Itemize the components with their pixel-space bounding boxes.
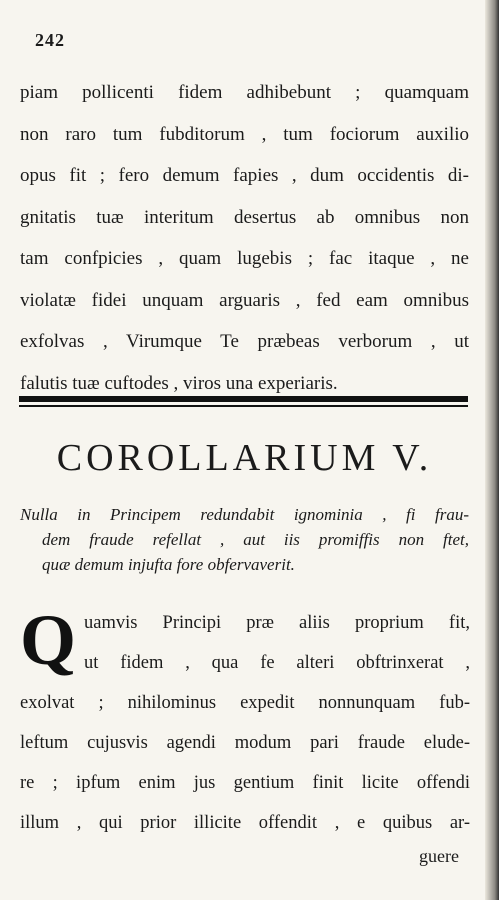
summary-line: Nulla in Principem redundabit ignominia , fi frau- [20,505,469,524]
page-edge-shadow [485,0,499,900]
page-number: 242 [35,30,65,50]
decorated-initial-letter: Q [20,600,77,680]
text-line: falutis tuæ cuftodes , viros una experiaris. [20,372,338,394]
section-divider [19,396,468,407]
text-line: uamvis Principi præ aliis proprium fit, [84,613,470,633]
section-heading: COROLLARIUM V. [56,437,433,479]
summary-line: dem fraude refellat , aut iis promiffis non ftet, [42,530,469,549]
divider-thin-rule [19,405,468,407]
summary-line: quæ demum injufta fore obfervaverit. [42,555,295,574]
text-line: exfolvas , Virumque Te præbeas verborum , ut [20,331,469,352]
divider-thick-rule [19,396,468,402]
corollary-summary [20,502,469,577]
text-line: leftum cujusvis agendi modum pari fraude elude- [20,733,470,753]
text-line: piam pollicenti fidem adhibebunt ; quamquam [20,82,469,103]
text-line: re ; ipfum enim jus gentium finit licite offendi [20,773,470,793]
text-line: opus fit ; fero demum fapies , dum occidentis di- [20,165,469,186]
text-line: gnitatis tuæ interitum desertus ab omnibus non [20,206,469,228]
top-paragraph [20,72,469,404]
catchword: guere [419,846,459,866]
text-line: ut fidem , qua fe alteri obftrinxerat , [84,653,470,673]
text-line: non raro tum fubditorum , tum fociorum auxilio [20,123,469,145]
text-line: tam confpicies , quam lugebis ; fac itaque , ne [20,248,469,269]
text-line: exolvat ; nihilominus expedit nonnunquam fub- [20,693,470,713]
text-line: illum , qui prior illicite offendit , e quibus ar- [20,813,470,833]
text-line: violatæ fidei unquam arguaris , fed eam omnibus [20,289,469,311]
main-paragraph [20,600,470,843]
